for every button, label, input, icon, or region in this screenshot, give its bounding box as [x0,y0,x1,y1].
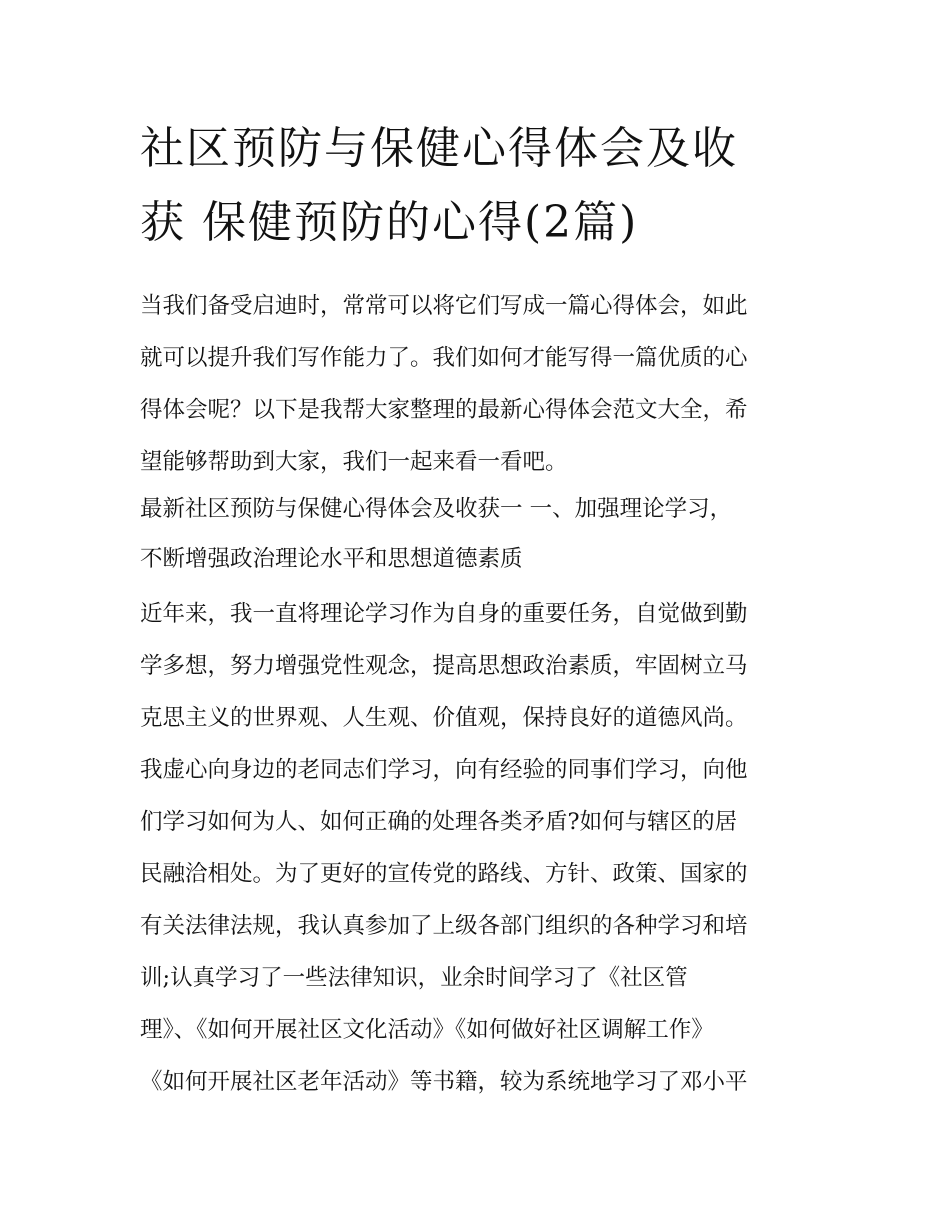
text-line: 民融洽相处。为了更好的宣传党的路线、方针、政策、国家的 [140,861,748,887]
text-line: 学多想，努力增强党性观念，提高思想政治素质，牢固树立马 [140,653,748,679]
body-paragraph [140,588,820,1108]
document-title [140,112,820,260]
text-line: 近年来，我一直将理论学习作为自身的重要任务，自觉做到勤 [140,601,748,627]
text-line: 就可以提升我们写作能力了。我们如何才能写得一篇优质的心 [140,345,748,371]
heading-line: 最新社区预防与保健心得体会及收获一 一、加强理论学习， [140,496,733,522]
text-line: 训;认真学习了一些法律知识，业余时间学习了《社区管 [140,965,688,991]
text-line: 们学习如何为人、如何正确的处理各类矛盾?如何与辖区的居 [140,809,738,835]
document-body [140,280,820,1108]
intro-paragraph [140,280,820,488]
text-line: 《如何开展社区老年活动》等书籍，较为系统地学习了邓小平 [140,1069,748,1095]
text-line: 有关法律法规，我认真参加了上级各部门组织的各种学习和培 [140,913,748,939]
text-line: 当我们备受启迪时，常常可以将它们写成一篇心得体会，如此 [140,293,748,319]
text-line: 我虚心向身边的老同志们学习，向有经验的同事们学习，向他 [140,757,748,783]
heading-line: 不断增强政治理论水平和思想道德素质 [140,546,523,572]
text-line: 望能够帮助到大家，我们一起来看一看吧。 [140,449,568,475]
title-line: 社区预防与保健心得体会及收 [140,123,738,174]
text-line: 克思主义的世界观、人生观、价值观，保持良好的道德风尚。 [140,705,748,731]
text-line: 得体会呢？以下是我帮大家整理的最新心得体会范文大全，希 [140,397,748,423]
section-heading [140,484,820,584]
title-line: 获 保健预防的心得(2篇) [140,197,639,248]
text-line: 理》、《如何开展社区文化活动》《如何做好社区调解工作》 [140,1017,714,1043]
